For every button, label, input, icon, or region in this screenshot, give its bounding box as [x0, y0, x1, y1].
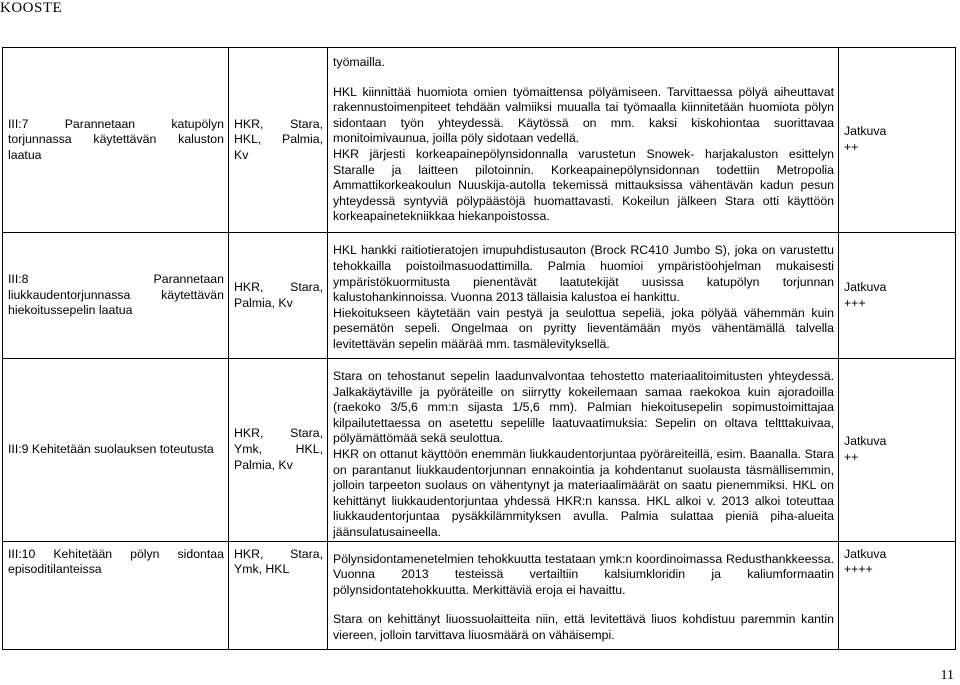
- measure-cell: III:8 Parannetaan liukkaudentorjunnassa käytettävän hiekoitussepelin laatua: [3, 233, 229, 359]
- status-text: Jatkuva: [844, 434, 887, 449]
- status-text: Jatkuva: [844, 546, 887, 561]
- status-cell: [839, 541, 956, 649]
- description-cell: [328, 48, 839, 233]
- document-title: KOOSTE: [0, 0, 63, 16]
- status-cell: [839, 48, 956, 233]
- actors-cell: [229, 541, 328, 649]
- description-paragraph: Hiekoitukseen käytetään vain pestyä ja seulottua sepeliä, joka pölyää vähemmän kuin pesemätön sepeli. Ongelmaa on pyritty lieventämään myös vähentämällä talvella levitettävän sepelin määrää mm. tasmälevityksellä.: [333, 305, 834, 351]
- description-cell: [328, 541, 839, 649]
- measure-cell: III:7 Parannetaan katupölyn torjunnassa käytettävän kaluston laatua: [3, 48, 229, 233]
- table-row: [3, 541, 956, 649]
- actors-text: HKR, Stara, Ymk, HKL, Palmia, Kv: [234, 426, 323, 472]
- description-paragraph: HKL hankki raitiotieratojen imupuhdistusauton (Brock RC410 Jumbo S), joka on varustettu tehokkailla poistoilmasuodattimilla. Palmia huomioi ympäristöohjelman mukaisesti ympäristökuormitusta pienentävät laatutekijät uusissa katupölyn torjunnan kalustohankinnoissa. Vuonna 2013 tällaisia kalustoa ei hankittu.: [333, 243, 834, 305]
- measure-cell: III:10 Kehitetään pölyn sidontaa episoditilanteissa: [3, 541, 229, 649]
- table-row: [3, 233, 956, 359]
- table-row: [3, 48, 956, 233]
- description-paragraph: Stara on tehostanut sepelin laadunvalvontaa tehostetto materiaalitoimitusten yhteydessä. Jalkakäytäville ja pyöräteille on siirrytty kokeilemaan samaa raekokoa kuin ajoradoilla (raekoko 3/5,6 mm:n sijasta 1/5,6 mm). Palmian hiekoitusepelin sopimustoimittajaa kilpailutettaessa on asetettu sepelille laatuvaatimuksia: Sepelin on oltava teltttakuivaa, pölyämättömää sekä seulottua.: [333, 369, 834, 446]
- rating-text: ++: [844, 449, 859, 464]
- status-cell: [839, 233, 956, 359]
- actors-text: HKR, Stara, HKL, Palmia, Kv: [234, 116, 323, 162]
- description-cell: [328, 359, 839, 542]
- description-paragraph: Pölynsidontamenetelmien tehokkuutta testataan ymk:n koordinoimassa Redusthankkeessa. Vuonna 2013 testeissä vertailtiin kalsiumkloridin ja kaliumformaatin pölynsidontatehokkuutta. Merkittäviä eroja ei havaittu.: [333, 551, 834, 597]
- actors-cell: [229, 48, 328, 233]
- description-paragraph: HKR järjesti korkeapainepölynsidonnalla varustetun Snowek- harjakaluston esittelyn Staralle ja laitteen pilotoinnin. Korkeapainepölynsidonnan todettiin Metropolia Ammattikorkeakoulun Nuuskija-autolla tekemissä mittauksissa vähentävän kadun pesun yhteydessä syntyviä pölypäästöjä huomattavasti. Kokeilun jälkeen Stara otti käyttöön korkeapainetekniikkaa hiekanpoistossa.: [333, 147, 834, 224]
- actors-text: HKR, Stara, Palmia, Kv: [234, 279, 323, 310]
- description-paragraph: Stara on kehittänyt liuossuolaitteita niin, että levitettävä liuos kohdistuu paremmin kantin viereen, jolloin tarvittava liuosmäärä on vähäisempi.: [333, 612, 834, 642]
- measure-cell: III:9 Kehitetään suolauksen toteutusta: [3, 359, 229, 542]
- description-paragraph: työmailla.: [333, 55, 385, 70]
- status-cell: [839, 359, 956, 542]
- rating-text: +++: [844, 295, 866, 310]
- status-text: Jatkuva: [844, 279, 887, 294]
- status-text: Jatkuva: [844, 124, 887, 139]
- measures-table: [2, 47, 956, 650]
- description-paragraph: HKL kiinnittää huomiota omien työmaittensa pölyämiseen. Tarvittaessa pölyä aiheuttavat rakennustoimenpiteet tehdään valmiiksi muualla tai työmaalla kiinnitetään huomiota pölyn sidontaan työn yhteydessä. Käytössä on mm. kaksi kiskohiontaa suorittavaa monitoimivaunua, joilla pöly sidotaan vedellä.: [333, 84, 834, 146]
- table-row: [3, 359, 956, 542]
- rating-text: ++: [844, 140, 859, 154]
- rating-text: ++++: [844, 562, 873, 577]
- actors-cell: [229, 359, 328, 542]
- actors-text: HKR, Stara, Ymk, HKL: [234, 546, 323, 577]
- description-cell: [328, 233, 839, 359]
- actors-cell: [229, 233, 328, 359]
- description-paragraph: HKR on ottanut käyttöön enemmän liukkaudentorjuntaa pyöräreiteillä, esim. Baanalla. Stara on parantanut liukkaudentorjunnan ennakointia ja kohdentanut suolausta täsmällisemmin, jolloin tarpeeton suolaus on vähentynyt ja materiaalimäärät on saatu pienemmiksi. HKL on kehittänyt liukkaudentorjuntaa yhdessä HKR:n kanssa. HKL alkoi v. 2013 alkoi toteuttaa liukkaudentorjuntaa pysäkkilämmityksen avulla. Palmia sulattaa pieniä piha-alueita jäänsulatusaineella.: [333, 446, 834, 539]
- page-number: 11: [940, 668, 954, 683]
